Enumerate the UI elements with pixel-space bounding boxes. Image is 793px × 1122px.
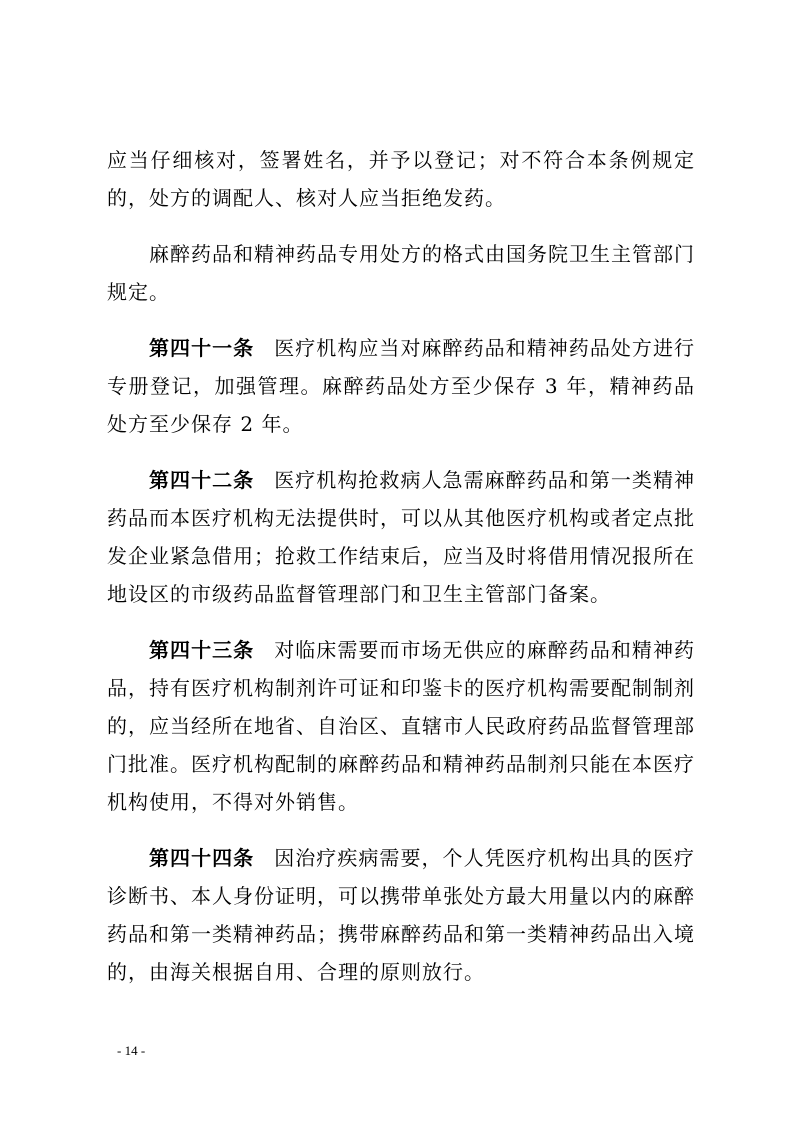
article-number: 第四十四条 bbox=[149, 846, 255, 870]
article-number: 第四十二条 bbox=[149, 468, 255, 492]
paragraph-prescription-format bbox=[107, 235, 695, 311]
article-text: 对临床需要而市场无供应的麻醉药品和精神药品，持有医疗机构制剂许可证和印鉴卡的医疗机构需要配制制剂的，应当经所在地省、自治区、直辖市人民政府药品监督管理部门批准。医疗机构配制的麻醉药品和精神药品制剂只能在本医疗机构使用，不得对外销售。 bbox=[107, 638, 696, 814]
paragraph-text: 应当仔细核对，签署姓名，并予以登记；对不符合本条例规定的，处方的调配人、核对人应当拒绝发药。 bbox=[107, 148, 695, 210]
article-text: 因治疗疾病需要，个人凭医疗机构出具的医疗诊断书、本人身份证明，可以携带单张处方最大用量以内的麻醉药品和第一类精神药品；携带麻醉药品和第一类精神药品出入境的，由海关根据自用、合理的原则放行。 bbox=[107, 846, 696, 984]
article-text: 医疗机构应当对麻醉药品和精神药品处方进行专册登记，加强管理。麻醉药品处方至少保存 3 年，精神药品处方至少保存 2 年。 bbox=[107, 336, 696, 436]
article-text: 医疗机构抢救病人急需麻醉药品和第一类精神药品而本医疗机构无法提供时，可以从其他医疗机构或者定点批发企业紧急借用；抢救工作结束后，应当及时将借用情况报所在地设区的市级药品监督管理部门和卫生主管部门备案。 bbox=[107, 468, 696, 606]
article-43 bbox=[107, 631, 695, 821]
paragraph-text: 麻醉药品和精神药品专用处方的格式由国务院卫生主管部门规定。 bbox=[107, 242, 695, 304]
paragraph-continuation bbox=[107, 141, 695, 217]
article-44 bbox=[107, 839, 695, 991]
article-number: 第四十三条 bbox=[149, 638, 255, 662]
document-body bbox=[107, 141, 695, 991]
article-42 bbox=[107, 461, 695, 613]
article-41 bbox=[107, 329, 695, 443]
article-number: 第四十一条 bbox=[149, 336, 255, 360]
page-number: - 14 - bbox=[117, 1043, 146, 1058]
